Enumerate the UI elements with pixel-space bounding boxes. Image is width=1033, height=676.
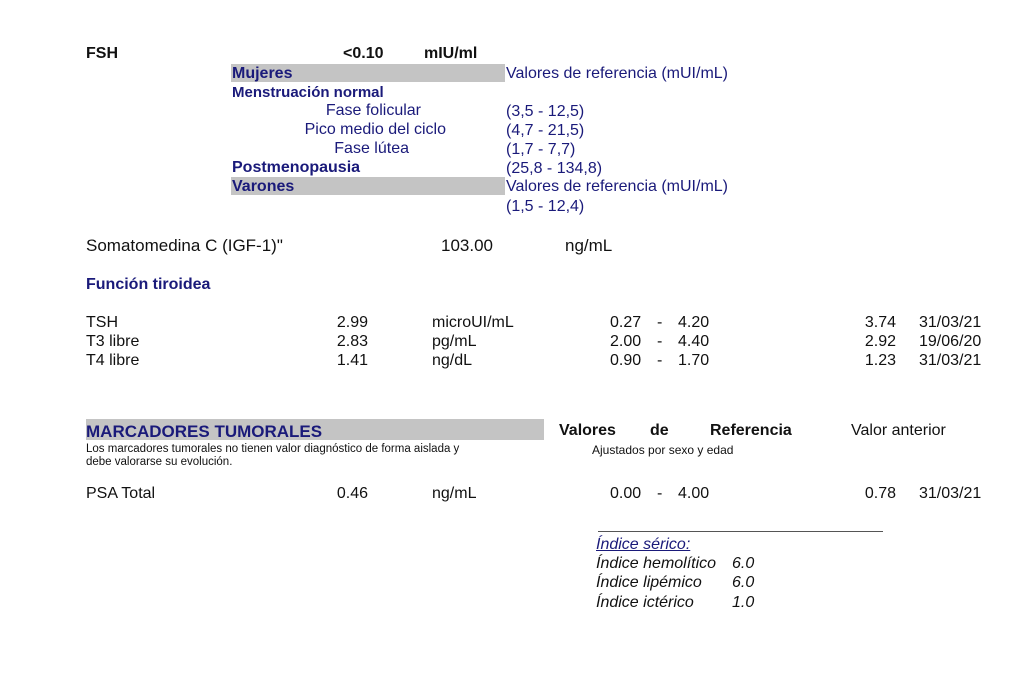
tumor-ref-word3: Referencia — [710, 422, 792, 439]
menstruation-label: Menstruación normal — [232, 84, 384, 101]
lipemic-value: 6.0 — [732, 574, 755, 591]
postmenopause-range: (25,8 - 134,8) — [506, 160, 603, 177]
t4-name: T4 libre — [86, 352, 140, 369]
t4-ref-high: 1.70 — [678, 352, 710, 369]
phase-peak-range: (4,7 - 21,5) — [506, 122, 585, 139]
postmenopause-label: Postmenopausia — [232, 159, 361, 176]
tumor-ref-word1: Valores — [559, 422, 616, 439]
serum-title: Índice sérico: — [596, 536, 691, 553]
t4-unit: ng/dL — [432, 352, 473, 369]
igf-unit: ng/mL — [565, 236, 613, 255]
t3-value: 2.83 — [336, 333, 368, 350]
t4-value: 1.41 — [336, 352, 368, 369]
fsh-value: <0.10 — [343, 45, 384, 62]
phase-luteal-range: (1,7 - 7,7) — [506, 141, 576, 158]
tumor-ref-subtitle: Ajustados por sexo y edad — [592, 443, 734, 457]
t3-ref-low: 2.00 — [610, 333, 642, 350]
t3-ref-dash: - — [657, 333, 663, 350]
t4-prev-value: 1.23 — [864, 352, 896, 369]
fsh-name: FSH — [86, 45, 118, 62]
t4-ref-dash: - — [657, 352, 663, 369]
tsh-name: TSH — [86, 314, 118, 331]
phase-peak-label: Pico medio del ciclo — [304, 121, 446, 138]
phase-folicular-label: Fase folicular — [325, 102, 421, 119]
tsh-prev-value: 3.74 — [864, 314, 896, 331]
t3-ref-high: 4.40 — [678, 333, 710, 350]
psa-value: 0.46 — [336, 485, 368, 502]
t3-prev-value: 2.92 — [864, 333, 896, 350]
psa-ref-low: 0.00 — [610, 485, 642, 502]
women-label: Mujeres — [232, 65, 293, 82]
psa-prev-date: 31/03/21 — [919, 485, 982, 502]
tumor-section-title: MARCADORES TUMORALES — [86, 422, 323, 441]
serum-divider — [598, 531, 883, 532]
tsh-prev-date: 31/03/21 — [919, 314, 982, 331]
icteric-label: Índice ictérico — [596, 594, 694, 611]
psa-ref-dash: - — [657, 485, 663, 502]
igf-name: Somatomedina C (IGF-1)" — [86, 236, 283, 255]
phase-luteal-label: Fase lútea — [334, 140, 409, 157]
psa-name: PSA Total — [86, 485, 156, 502]
igf-value: 103.00 — [441, 236, 493, 255]
lipemic-label: Índice lipémico — [596, 574, 702, 591]
fsh-unit: mIU/ml — [424, 45, 478, 62]
t3-name: T3 libre — [86, 333, 140, 350]
hemolytic-value: 6.0 — [732, 555, 755, 572]
men-ref-header: Valores de referencia (mUI/mL) — [506, 178, 728, 195]
tumor-note-line1: Los marcadores tumorales no tienen valor diagnóstico de forma aislada y — [86, 443, 460, 455]
tsh-ref-low: 0.27 — [610, 314, 642, 331]
tumor-prev-header: Valor anterior — [851, 422, 946, 439]
tsh-ref-high: 4.20 — [678, 314, 710, 331]
t3-unit: pg/mL — [432, 333, 477, 350]
tsh-ref-dash: - — [657, 314, 663, 331]
psa-unit: ng/mL — [432, 485, 477, 502]
tsh-unit: microUI/mL — [432, 314, 514, 331]
women-ref-header: Valores de referencia (mUI/mL) — [506, 65, 728, 82]
psa-prev-value: 0.78 — [864, 485, 896, 502]
t4-ref-low: 0.90 — [610, 352, 642, 369]
psa-ref-high: 4.00 — [678, 485, 710, 502]
tumor-ref-word2: de — [650, 422, 669, 439]
icteric-value: 1.0 — [732, 594, 755, 611]
tsh-value: 2.99 — [336, 314, 368, 331]
phase-folicular-range: (3,5 - 12,5) — [506, 103, 585, 120]
t4-prev-date: 31/03/21 — [919, 352, 982, 369]
tumor-note-line2: debe valorarse su evolución. — [86, 456, 233, 468]
thyroid-section-title: Función tiroidea — [86, 276, 211, 293]
t3-prev-date: 19/06/20 — [919, 333, 982, 350]
men-range: (1,5 - 12,4) — [506, 198, 585, 215]
men-label: Varones — [232, 178, 295, 195]
hemolytic-label: Índice hemolítico — [596, 555, 717, 572]
